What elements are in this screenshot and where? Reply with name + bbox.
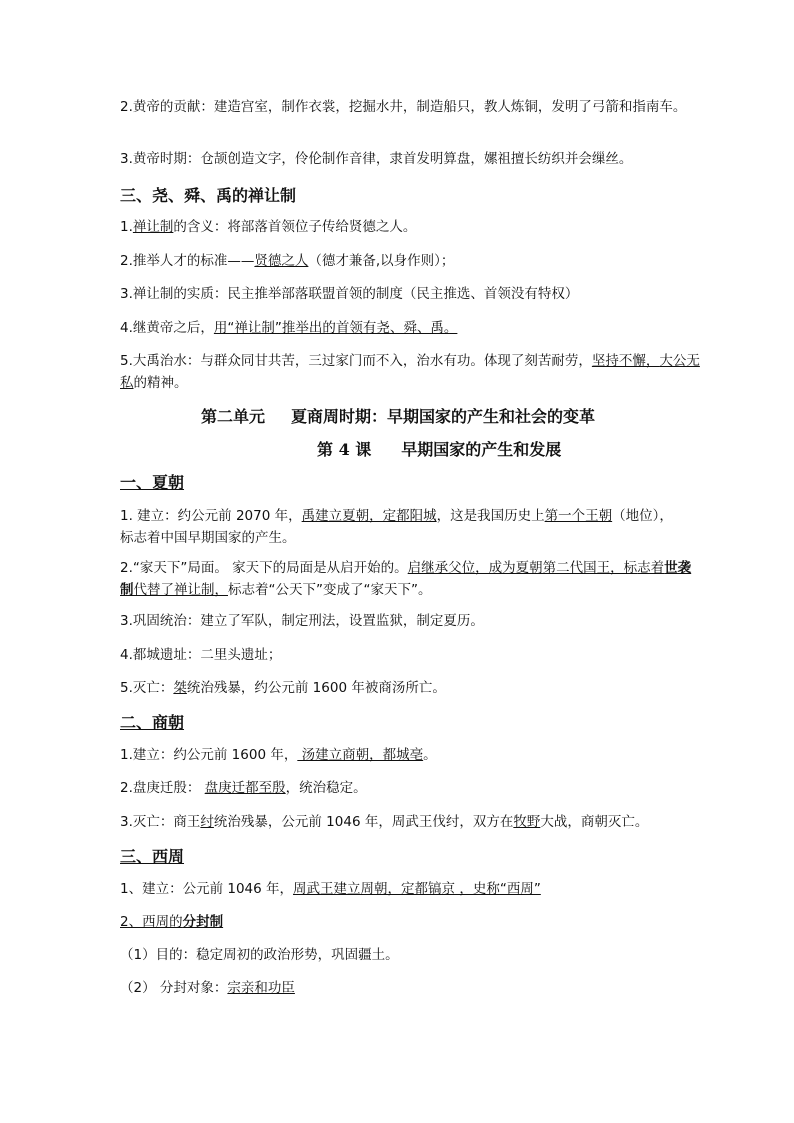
paragraph-text: （2） 分封对象：: [120, 980, 228, 996]
underlined-term: 坚持不懈，: [591, 353, 660, 369]
underlined-term: 牧野: [513, 814, 541, 830]
paragraph-text: （德才兼备,以身作则）；: [308, 253, 455, 269]
paragraph-text: 大战，商朝灭亡。: [540, 814, 649, 830]
underlined-term: 盘庚迁都至殷: [204, 780, 286, 796]
paragraph-text: 5.大禹治水：与群众同甘共苦，三过家门而不入，治水有功。体现了刻苦耐劳，: [120, 353, 592, 369]
paragraph-text: 2.盘庚迁殷：: [120, 780, 205, 796]
paragraph-shang-founding: [120, 744, 700, 766]
paragraph-talent-standard: [120, 250, 700, 272]
underlined-term: 贤德之人: [254, 253, 309, 269]
underlined-term: 启继承父位，成为夏朝第二代国王，标: [407, 560, 638, 576]
heading-shang: 二、商朝: [120, 713, 185, 732]
paragraph-text: 3.巩固统治：建立了军队，制定刑法，设置监狱，制定夏历。: [120, 613, 484, 629]
paragraph-text: ，统治稳定。: [285, 780, 367, 796]
underlined-term: 大公无私: [120, 353, 700, 391]
paragraph-fenfeng-purpose: [120, 944, 700, 966]
paragraph-text: 3.灭亡：商王: [120, 814, 201, 830]
paragraph-text: 1. 建立：约公元前 2070 年，: [120, 508, 302, 524]
unit-title: [201, 404, 595, 427]
paragraph-text: 标志着“公天下”变成了“家天下”。: [228, 582, 432, 598]
heading-yao-shun-yu: 三、尧、舜、禹的禅让制: [120, 186, 297, 205]
paragraph-huangdi-contribution: [120, 96, 700, 118]
paragraph-text: 标志着中国早期国家的产生。: [120, 530, 296, 546]
paragraph-text: 1、建立：公元前 1046 年，: [120, 881, 294, 897]
underlined-term: 周武王建立周朝，定都镐京 ，史称“西周”: [293, 881, 541, 897]
underlined-term: 志着: [637, 560, 665, 576]
underlined-term: 汤建立商朝，都城亳: [297, 747, 424, 763]
underlined-term: 代替了禅让制，: [133, 582, 228, 598]
paragraph-xia-fall: [120, 677, 700, 699]
paragraph-text: 统治残暴，公元前 1046 年，周武王伐纣，双方在: [213, 814, 514, 830]
underlined-term: 禅让制: [132, 219, 174, 235]
paragraph-zhou-founding: [120, 878, 700, 900]
paragraph-text: 的精神。: [133, 375, 188, 391]
paragraph-shanrang-meaning: [120, 216, 700, 238]
bold-term: 分封制: [182, 914, 224, 930]
lesson-title: [317, 437, 561, 460]
paragraph-fenfeng: [120, 911, 700, 933]
paragraph-text: 1.建立：约公元前 1600 年，: [120, 747, 298, 763]
paragraph-shanrang-essence: [120, 283, 700, 305]
lesson-name: 早期国家的产生和发展: [401, 440, 562, 459]
paragraph-text: 统治残暴，约公元前 1600 年被商汤所亡。: [186, 680, 446, 696]
paragraph-successors: [120, 317, 700, 339]
underlined-term: 用“禅让制”推举出的首领有尧、舜、禹。: [213, 320, 458, 336]
paragraph-shang-fall: [120, 811, 700, 833]
paragraph-text: 2.推举人才的标准——: [120, 253, 255, 269]
underlined-term: 桀: [173, 680, 187, 696]
underlined-term: 纣: [200, 814, 214, 830]
paragraph-text: 2、西周的: [120, 914, 183, 930]
paragraph-text: 3.黄帝时期：仓颉创造文字，伶伦制作音律，隶首发明算盘，嫘祖擅长纺织并会缫丝。: [120, 151, 633, 167]
paragraph-text: 。: [423, 747, 437, 763]
heading-western-zhou: 三、西周: [120, 847, 185, 866]
unit-name: 夏商周时期：早期国家的产生和社会的变革: [291, 407, 596, 426]
underlined-term: 宗亲和功臣: [227, 980, 295, 996]
paragraph-fenfeng-targets: [120, 977, 700, 999]
paragraph-pangeng: [120, 777, 700, 799]
paragraph-text: （1）目的：稳定周初的政治形势，巩固疆土。: [120, 947, 399, 963]
paragraph-jiatianxia: [120, 557, 700, 601]
paragraph-text: 2.黄帝的贡献：建造宫室，制作衣裳，挖掘水井，制造船只，教人炼铜，发明了弓箭和指南车。: [120, 99, 687, 115]
number: 1.: [120, 219, 133, 235]
paragraph-text: 5.灭亡：: [120, 680, 174, 696]
paragraph-consolidation: [120, 610, 700, 632]
unit-number: 第二单元: [201, 407, 266, 426]
paragraph-dayu-flood: [120, 350, 700, 394]
lesson-number: 第 4 课: [317, 440, 372, 459]
paragraph-text: 4.继黄帝之后，: [120, 320, 214, 336]
paragraph-text: ，这是我国历史上: [436, 508, 545, 524]
paragraph-text: 2.“家天下”局面。 家天下的局面是从启开始的。: [120, 560, 408, 576]
paragraph-text: （地位），: [612, 508, 673, 524]
heading-xia: 一、夏朝: [120, 473, 185, 492]
paragraph-text: 3.禅让制的实质：民主推举部落联盟首领的制度（民主推选、首领没有特权）: [120, 286, 579, 302]
underlined-term: 第一个王朝: [544, 508, 613, 524]
underlined-term: 禹建立夏朝，定都阳城: [301, 508, 437, 524]
paragraph-text: 4.都城遗址：二里头遗址；: [120, 647, 282, 663]
paragraph-capital-site: [120, 644, 700, 666]
paragraph-huangdi-period: [120, 148, 700, 170]
bold-term: 世袭制: [120, 560, 692, 598]
paragraph-xia-founding: [120, 505, 700, 549]
paragraph-text: 的含义：将部落首领位子传给贤德之人。: [173, 219, 417, 235]
